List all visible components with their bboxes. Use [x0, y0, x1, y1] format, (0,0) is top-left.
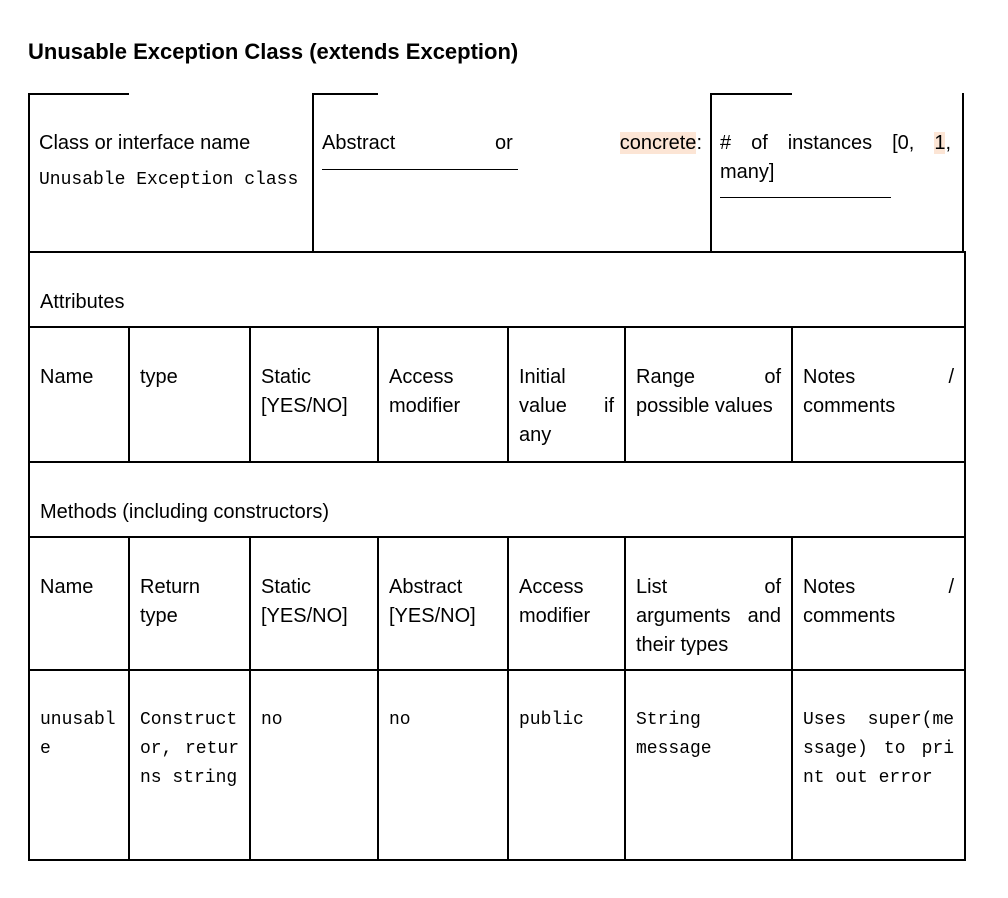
page-title: Unusable Exception Class (extends Exception) [28, 39, 519, 64]
method-notes-cell: Uses super(message) to print out error [792, 670, 965, 860]
abstract-concrete-cell [322, 93, 702, 252]
border-line [710, 93, 712, 252]
methods-section-label: Methods (including constructors) [29, 462, 965, 537]
border-line [962, 93, 964, 252]
class-name-cell [39, 93, 304, 252]
instances-label: # of instances [0, [720, 132, 915, 154]
class-header-block [28, 93, 964, 252]
colon-label: : [696, 132, 702, 154]
attr-col-initial: Initial value if any [508, 327, 625, 462]
method-args-cell: String message [625, 670, 792, 860]
attr-col-static: Static [YES/NO] [250, 327, 378, 462]
method-col-notes: Notes / comments [792, 537, 965, 670]
method-col-args: List of arguments and their types [625, 537, 792, 670]
attributes-header-row [29, 327, 965, 462]
method-abstract-cell: no [378, 670, 508, 860]
table-row [29, 670, 965, 860]
methods-section-row [29, 462, 965, 537]
instances-label-end: , many] [720, 132, 952, 183]
method-col-return: Return type [129, 537, 250, 670]
instances-cell [720, 93, 953, 252]
class-name-label: Class or interface name [39, 132, 251, 154]
method-access-cell: public [508, 670, 625, 860]
abstract-label: Abstract [322, 132, 396, 154]
method-static-cell: no [250, 670, 378, 860]
border-line [28, 93, 30, 252]
attr-col-range: Range of possible values [625, 327, 792, 462]
method-return-cell: Constructor, returns string [129, 670, 250, 860]
instances-one: 1 [934, 132, 946, 154]
attributes-section-label: Attributes [29, 252, 965, 327]
border-line [312, 93, 314, 252]
attr-col-name: Name [29, 327, 129, 462]
concrete-label: concrete [619, 132, 697, 154]
method-col-name: Name [29, 537, 129, 670]
method-name-cell: unusable [29, 670, 129, 860]
class-table [28, 251, 966, 861]
attr-col-notes: Notes / comments [792, 327, 965, 462]
abstract-answer-line [322, 169, 518, 170]
attr-col-type: type [129, 327, 250, 462]
attributes-section-row [29, 252, 965, 327]
method-col-access: Access modifier [508, 537, 625, 670]
method-col-static: Static [YES/NO] [250, 537, 378, 670]
methods-header-row [29, 537, 965, 670]
or-label: or [495, 132, 513, 154]
class-name-value: Unusable Exception class [39, 170, 299, 190]
attr-col-access: Access modifier [378, 327, 508, 462]
method-col-abstract: Abstract [YES/NO] [378, 537, 508, 670]
instances-answer-line [720, 197, 891, 198]
